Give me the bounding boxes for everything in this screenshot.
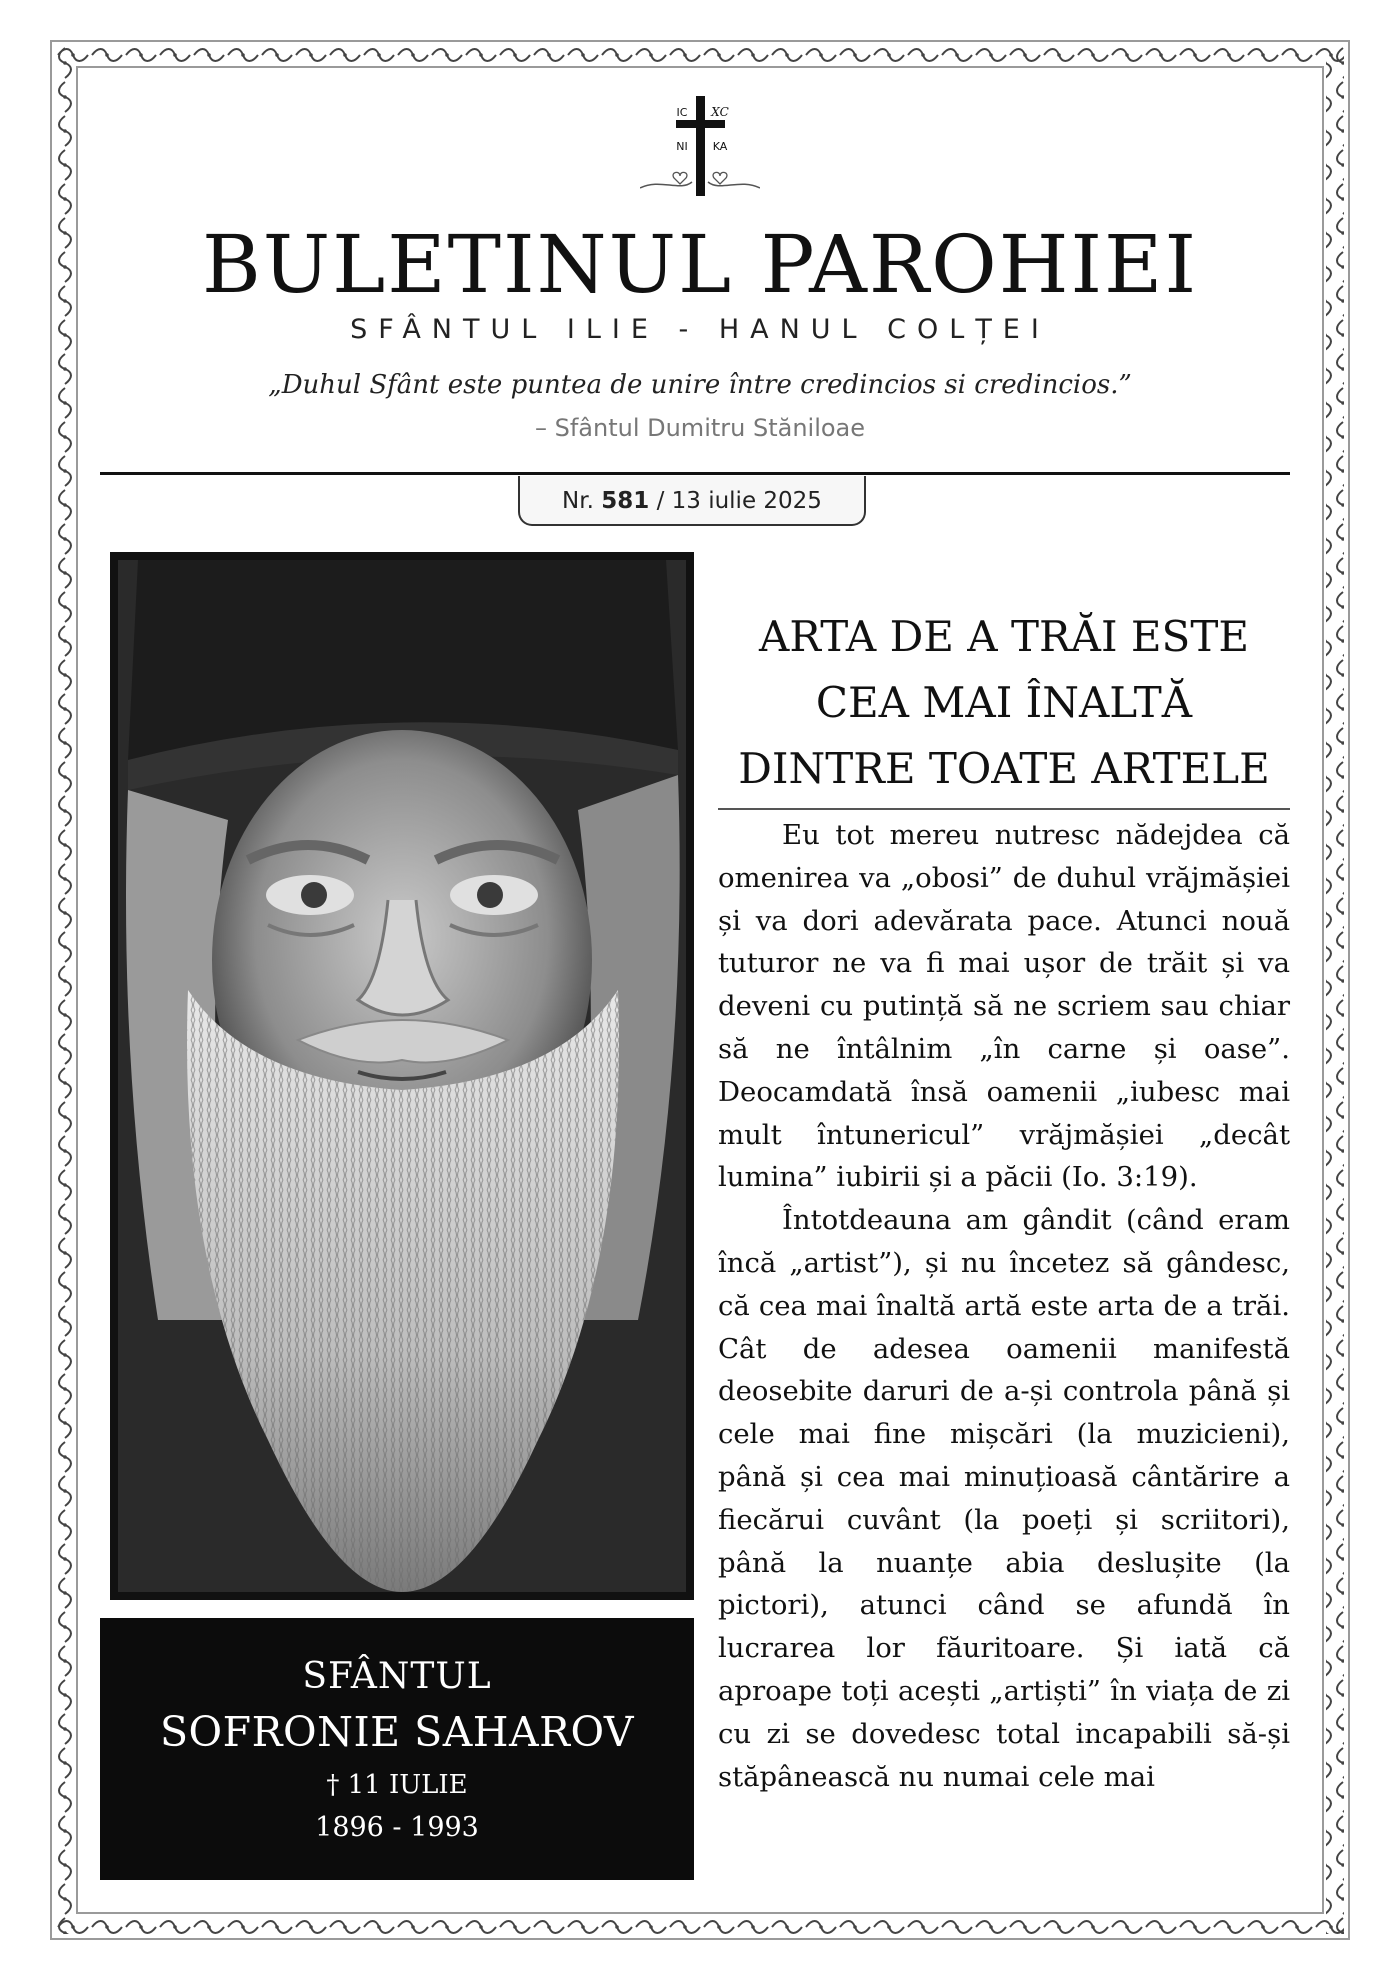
issue-date: / 13 iulie 2025 [656, 488, 822, 514]
caption-saint-name: SOFRONIE SAHAROV [159, 1708, 635, 1756]
cross-letter-xc: XC [711, 105, 729, 119]
caption-saint-label: SFÂNTUL [302, 1656, 492, 1697]
issue-prefix: Nr. [562, 488, 594, 514]
article-title-line: ARTA DE A TRĂI ESTE [759, 612, 1249, 661]
article-body [718, 814, 1290, 1798]
motto-quote: „Duhul Sfânt este puntea de unire între credincios si credincios.” [268, 370, 1132, 400]
cross-letter-ic: IC [676, 106, 688, 119]
cross-letter-ka: KA [712, 140, 728, 153]
motto-author: – Sfântul Dumitru Stăniloae [534, 414, 866, 442]
saint-caption [100, 1618, 694, 1880]
article-title-line: CEA MAI ÎNALTĂ [815, 678, 1193, 727]
article-title [716, 604, 1292, 802]
cross-letter-ni: NI [676, 140, 688, 153]
header-divider [100, 472, 1290, 475]
caption-feast-day: † 11 IULIE [326, 1770, 468, 1800]
caption-lifespan: 1896 - 1993 [315, 1812, 479, 1843]
bulletin-title: BULETINUL PAROHIEI [201, 218, 1199, 311]
article-title-line: DINTRE TOATE ARTELE [738, 744, 1270, 793]
issue-number: 581 [601, 488, 650, 514]
issue-badge [518, 476, 866, 526]
article-paragraph: Eu tot mereu nutresc nădejdea că omenirea va „obosi” de duhul vrăjmășiei și va dori adevărata pace. Atunci nouă tuturor ne va fi mai ușor de trăit și va deveni cu putință să ne scriem sau chiar să ne întâlnim „în carne și oase”. Deocamdată însă oamenii „iubesc mai mult întunericul” vrăjmășiei „decât lumina” iubirii și a păcii (Io. 3:19). [718, 819, 1290, 1194]
article-title-rule [718, 808, 1290, 810]
portrait-illustration [118, 560, 686, 1592]
orthodox-cross-icon [640, 92, 760, 212]
portrait-photo [110, 552, 694, 1600]
article-paragraph: Întotdeauna am gândit (când eram încă „artist”), și nu încetez să gândesc, că cea mai înaltă artă este arta de a trăi. Cât de adesea oamenii manifestă deosebite daruri de a-și controla până și cele mai fine mișcări (la muzicieni), până și cea mai minuțioasă cântărire a fiecărui cuvânt (la poeți și scriitori), până la nuanțe abia deslușite (la pictori), atunci când se afundă în lucrarea lor făuritoare. Și iată că aproape toți acești „artiști” în viața de zi cu zi se dovedesc total incapabili să-și stăpânească nu numai cele mai [718, 1204, 1290, 1793]
parish-subtitle: SFÂNTUL ILIE - HANUL COLȚEI [350, 314, 1050, 345]
